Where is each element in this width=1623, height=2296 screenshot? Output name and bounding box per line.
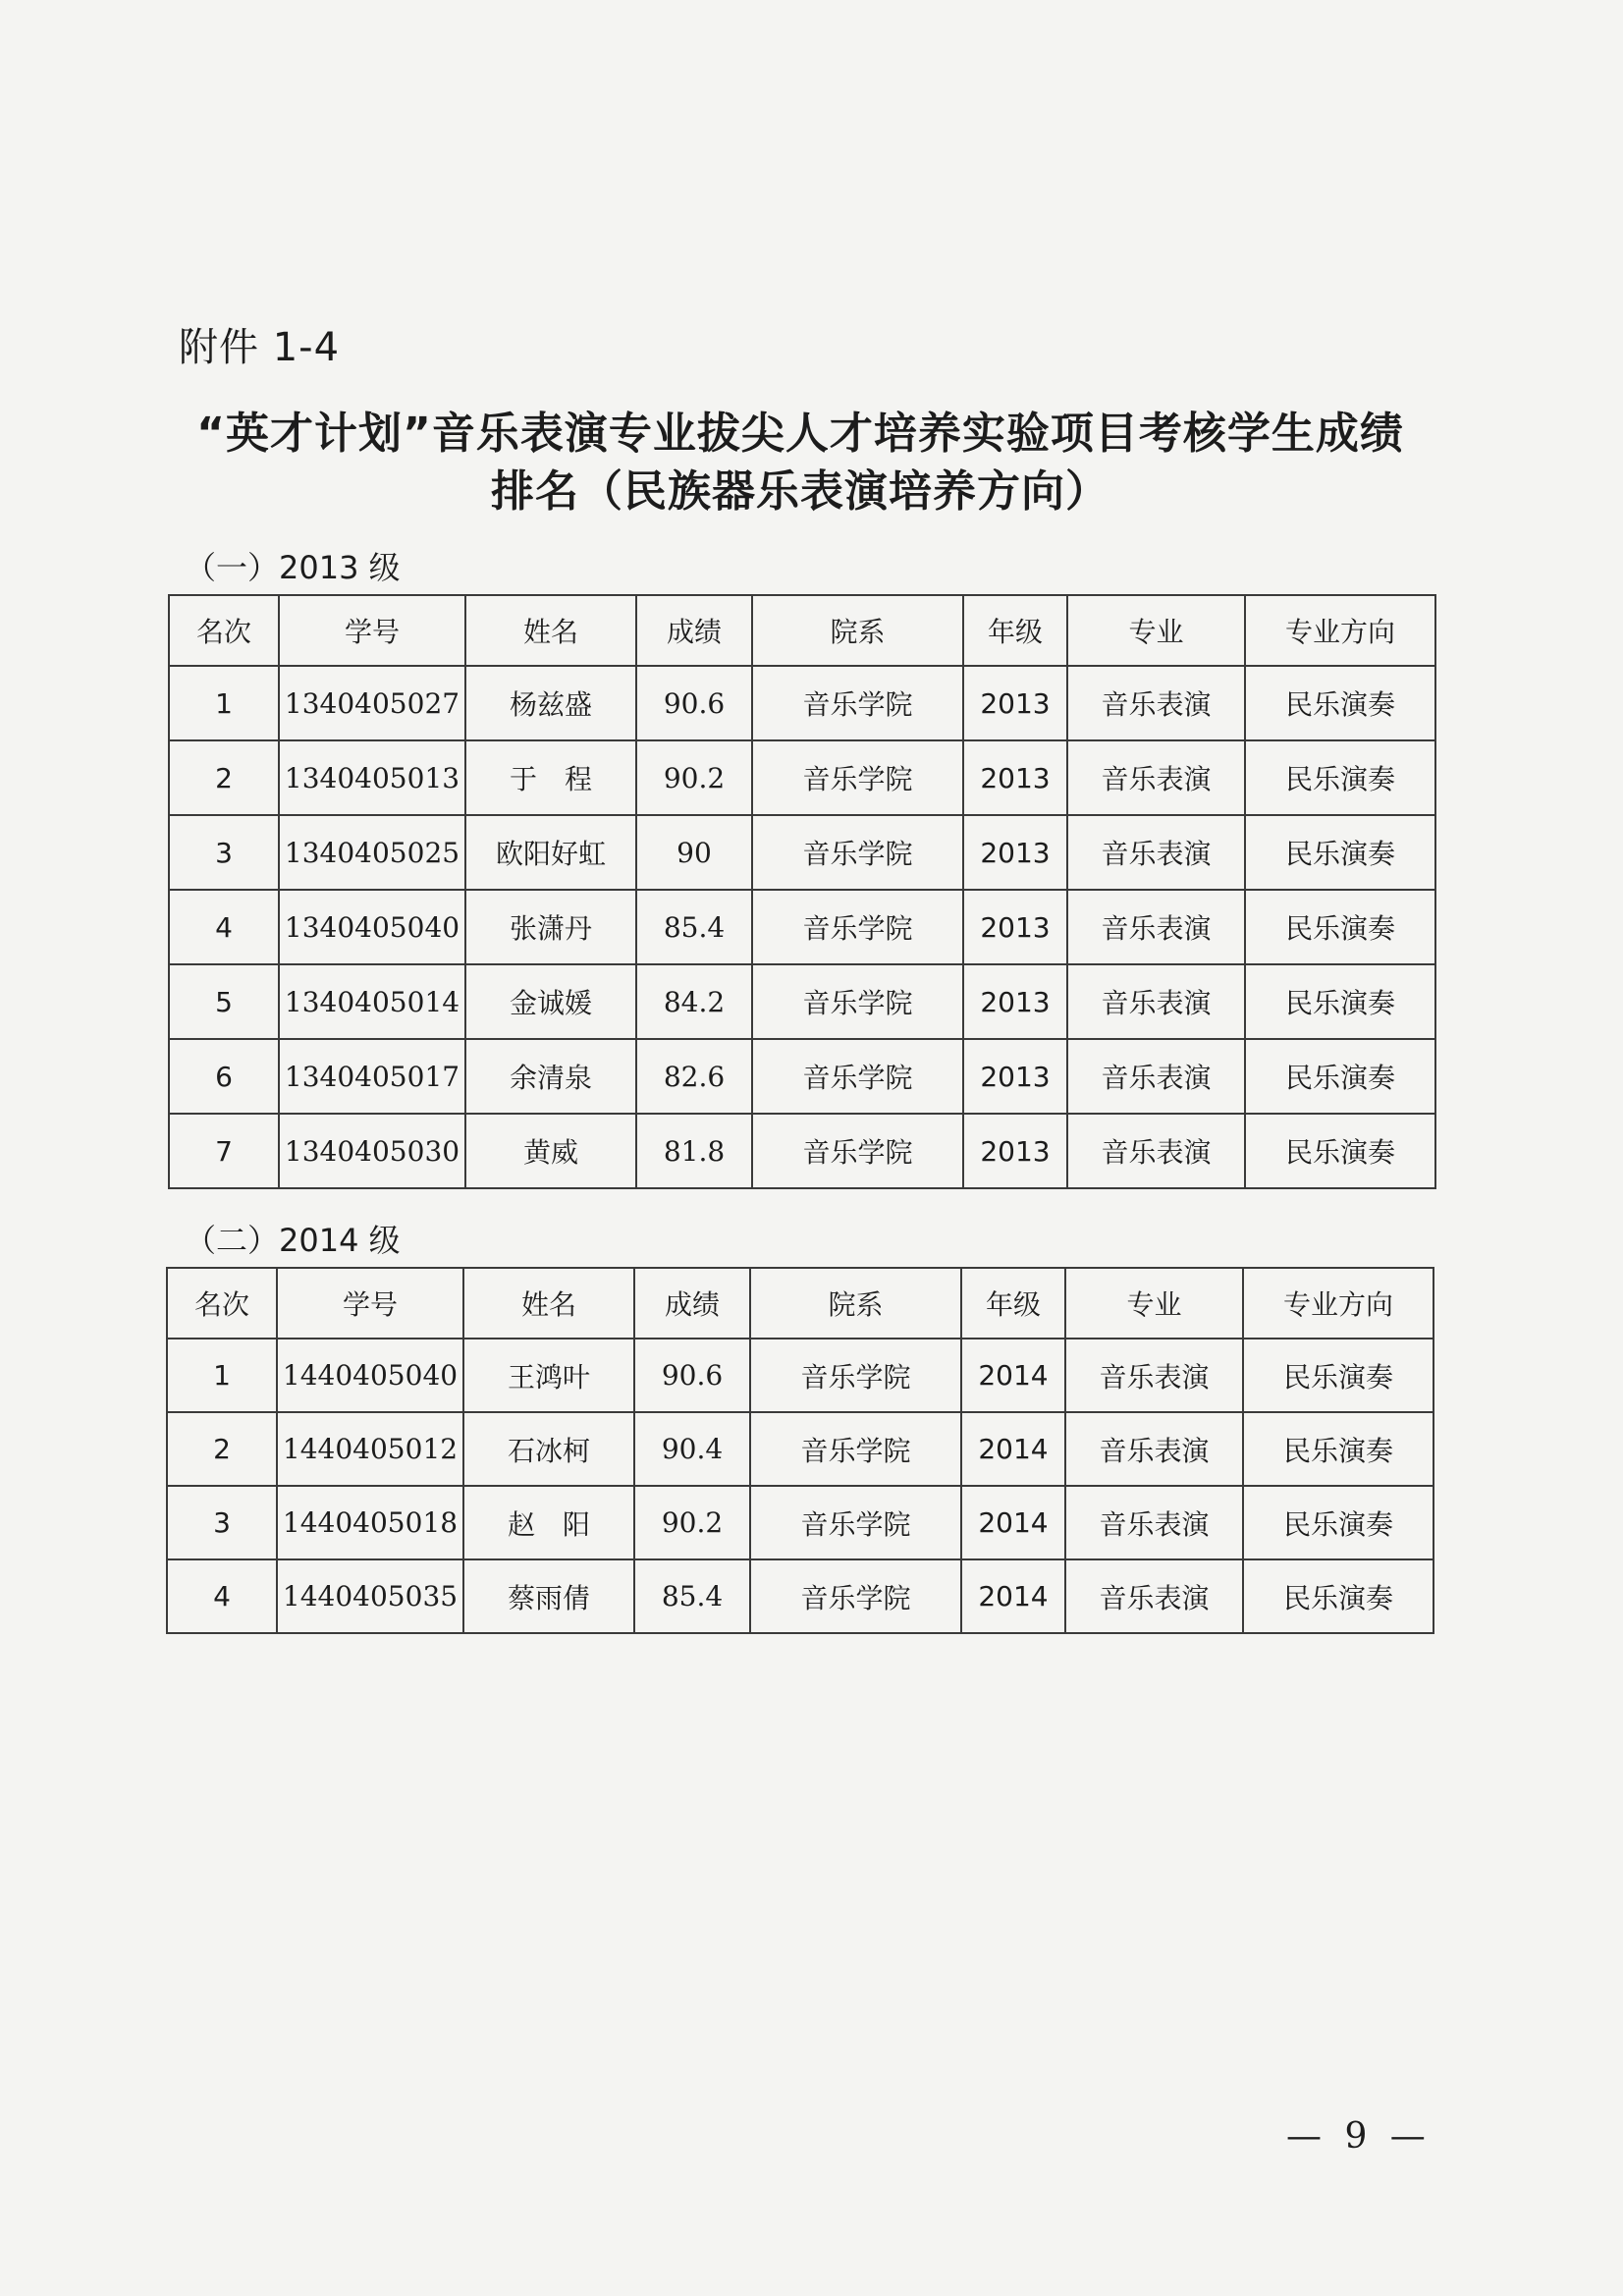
name-cell: 黄威: [465, 1114, 636, 1188]
name-cell: 余清泉: [465, 1039, 636, 1114]
column-header-student-id: 学号: [279, 595, 465, 666]
major-cell: 音乐表演: [1065, 1412, 1243, 1486]
student-id-cell: 1340405014: [279, 964, 465, 1039]
document-title-line2: 排名（民族器乐表演培养方向）: [491, 466, 1109, 517]
grade-cell: 2013: [963, 890, 1067, 964]
major-cell: 音乐表演: [1065, 1486, 1243, 1559]
grade-cell: 2013: [963, 964, 1067, 1039]
student-id-cell: 1340405040: [279, 890, 465, 964]
grade-cell: 2014: [961, 1339, 1065, 1412]
rank-cell: 1: [169, 666, 279, 740]
rank-cell: 2: [167, 1412, 277, 1486]
direction-cell: 民乐演奏: [1245, 740, 1435, 815]
direction-cell: 民乐演奏: [1245, 1114, 1435, 1188]
ranking-table-2013: [168, 594, 1436, 1189]
grade-cell: 2013: [963, 1114, 1067, 1188]
column-header-rank: 名次: [169, 595, 279, 666]
column-header-major: 专业: [1067, 595, 1245, 666]
rank-cell: 5: [169, 964, 279, 1039]
attachment-label: 附件 1-4: [179, 325, 341, 370]
name-cell: 欧阳好虹: [465, 815, 636, 890]
name-cell: 蔡雨倩: [463, 1559, 634, 1633]
rank-cell: 7: [169, 1114, 279, 1188]
table-row: [169, 1114, 1435, 1188]
table-row: [169, 964, 1435, 1039]
direction-cell: 民乐演奏: [1243, 1412, 1434, 1486]
major-cell: 音乐表演: [1067, 1039, 1245, 1114]
department-cell: 音乐学院: [752, 964, 963, 1039]
major-cell: 音乐表演: [1067, 815, 1245, 890]
table-row: [167, 1412, 1434, 1486]
department-cell: 音乐学院: [750, 1412, 961, 1486]
direction-cell: 民乐演奏: [1245, 666, 1435, 740]
column-header-student-id: 学号: [277, 1268, 463, 1339]
table-row: [167, 1339, 1434, 1412]
department-cell: 音乐学院: [750, 1559, 961, 1633]
rank-cell: 3: [167, 1486, 277, 1559]
table-row: [169, 1039, 1435, 1114]
score-cell: 85.4: [636, 890, 752, 964]
column-header-direction: 专业方向: [1245, 595, 1435, 666]
major-cell: 音乐表演: [1067, 964, 1245, 1039]
column-header-direction: 专业方向: [1243, 1268, 1434, 1339]
column-header-department: 院系: [752, 595, 963, 666]
document-title-line1: “英才计划”音乐表演专业拔尖人才培养实验项目考核学生成绩: [196, 409, 1404, 459]
table-row: [169, 815, 1435, 890]
student-id-cell: 1340405027: [279, 666, 465, 740]
student-id-cell: 1440405012: [277, 1412, 463, 1486]
name-cell: 杨兹盛: [465, 666, 636, 740]
score-cell: 81.8: [636, 1114, 752, 1188]
column-header-rank: 名次: [167, 1268, 277, 1339]
column-header-department: 院系: [750, 1268, 961, 1339]
table-row: [169, 666, 1435, 740]
name-cell: 王鸿叶: [463, 1339, 634, 1412]
table-row: [169, 740, 1435, 815]
department-cell: 音乐学院: [750, 1339, 961, 1412]
rank-cell: 4: [167, 1559, 277, 1633]
table-row: [167, 1559, 1434, 1633]
direction-cell: 民乐演奏: [1245, 964, 1435, 1039]
department-cell: 音乐学院: [752, 815, 963, 890]
direction-cell: 民乐演奏: [1243, 1486, 1434, 1559]
table-header: [167, 1268, 1434, 1339]
major-cell: 音乐表演: [1067, 666, 1245, 740]
direction-cell: 民乐演奏: [1243, 1559, 1434, 1633]
student-id-cell: 1340405013: [279, 740, 465, 815]
table-row: [167, 1486, 1434, 1559]
rank-cell: 3: [169, 815, 279, 890]
rank-cell: 4: [169, 890, 279, 964]
major-cell: 音乐表演: [1067, 890, 1245, 964]
major-cell: 音乐表演: [1065, 1339, 1243, 1412]
column-header-name: 姓名: [465, 595, 636, 666]
column-header-grade: 年级: [963, 595, 1067, 666]
score-cell: 90.2: [634, 1486, 750, 1559]
department-cell: 音乐学院: [752, 1039, 963, 1114]
direction-cell: 民乐演奏: [1245, 1039, 1435, 1114]
column-header-score: 成绩: [634, 1268, 750, 1339]
direction-cell: 民乐演奏: [1243, 1339, 1434, 1412]
student-id-cell: 1340405025: [279, 815, 465, 890]
score-cell: 90: [636, 815, 752, 890]
name-cell: 于 程: [465, 740, 636, 815]
name-cell: 张潇丹: [465, 890, 636, 964]
grade-cell: 2013: [963, 1039, 1067, 1114]
student-id-cell: 1440405018: [277, 1486, 463, 1559]
grade-cell: 2013: [963, 815, 1067, 890]
score-cell: 90.2: [636, 740, 752, 815]
score-cell: 84.2: [636, 964, 752, 1039]
section-2013-label: （一）2013 级: [185, 549, 401, 586]
name-cell: 石冰柯: [463, 1412, 634, 1486]
major-cell: 音乐表演: [1067, 1114, 1245, 1188]
student-id-cell: 1340405017: [279, 1039, 465, 1114]
table-row: [169, 890, 1435, 964]
score-cell: 82.6: [636, 1039, 752, 1114]
table-header: [169, 595, 1435, 666]
score-cell: 90.4: [634, 1412, 750, 1486]
grade-cell: 2013: [963, 666, 1067, 740]
direction-cell: 民乐演奏: [1245, 815, 1435, 890]
grade-cell: 2014: [961, 1559, 1065, 1633]
column-header-grade: 年级: [961, 1268, 1065, 1339]
department-cell: 音乐学院: [752, 890, 963, 964]
department-cell: 音乐学院: [752, 666, 963, 740]
student-id-cell: 1340405030: [279, 1114, 465, 1188]
student-id-cell: 1440405035: [277, 1559, 463, 1633]
page-number: — 9 —: [1286, 2116, 1432, 2157]
score-cell: 90.6: [636, 666, 752, 740]
grade-cell: 2014: [961, 1412, 1065, 1486]
rank-cell: 2: [169, 740, 279, 815]
rank-cell: 1: [167, 1339, 277, 1412]
department-cell: 音乐学院: [750, 1486, 961, 1559]
department-cell: 音乐学院: [752, 740, 963, 815]
column-header-major: 专业: [1065, 1268, 1243, 1339]
rank-cell: 6: [169, 1039, 279, 1114]
name-cell: 金诚媛: [465, 964, 636, 1039]
score-cell: 90.6: [634, 1339, 750, 1412]
column-header-name: 姓名: [463, 1268, 634, 1339]
column-header-score: 成绩: [636, 595, 752, 666]
direction-cell: 民乐演奏: [1245, 890, 1435, 964]
score-cell: 85.4: [634, 1559, 750, 1633]
grade-cell: 2014: [961, 1486, 1065, 1559]
grade-cell: 2013: [963, 740, 1067, 815]
major-cell: 音乐表演: [1067, 740, 1245, 815]
ranking-table-2014: [166, 1267, 1434, 1634]
student-id-cell: 1440405040: [277, 1339, 463, 1412]
major-cell: 音乐表演: [1065, 1559, 1243, 1633]
section-2014-label: （二）2014 级: [185, 1222, 401, 1259]
department-cell: 音乐学院: [752, 1114, 963, 1188]
name-cell: 赵 阳: [463, 1486, 634, 1559]
